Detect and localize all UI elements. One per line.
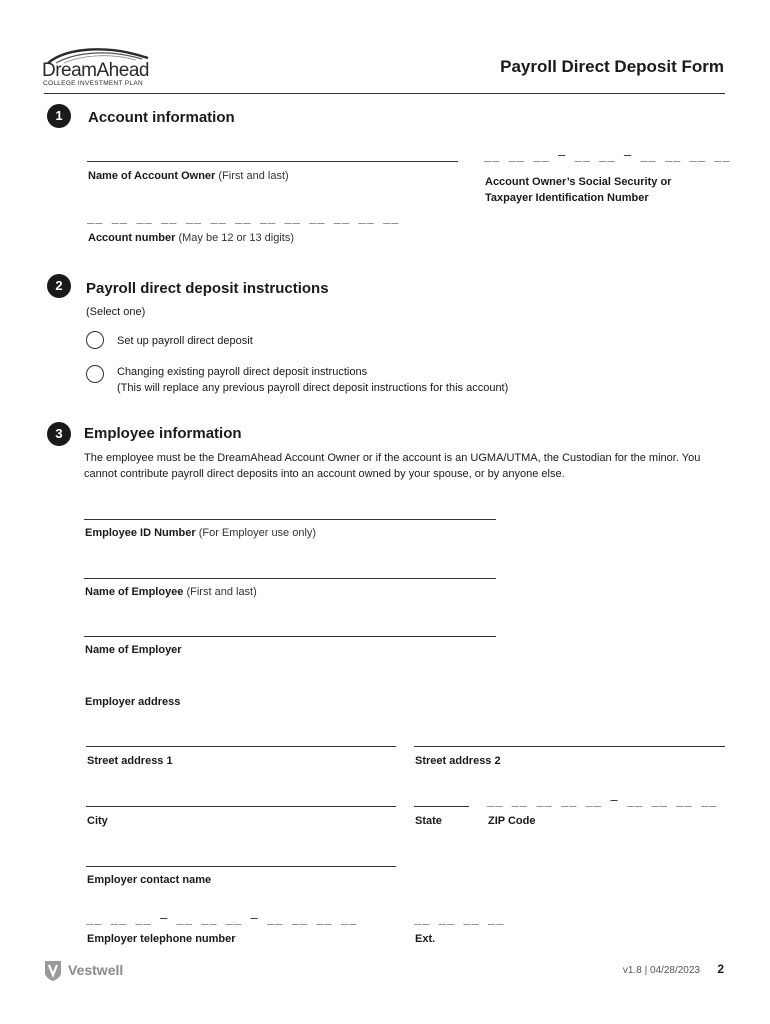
employee-name-label: Name of Employee (First and last) (85, 586, 257, 598)
form-version: v1.8 | 04/28/2023 (622, 965, 700, 976)
section-1-badge: 1 (47, 104, 71, 128)
street-address-1-label: Street address 1 (87, 755, 173, 767)
employee-name-field[interactable] (84, 578, 496, 579)
employer-name-label: Name of Employer (85, 644, 182, 656)
employer-phone-field[interactable]: __ __ __ ‒ __ __ __ ‒ __ __ __ __ (86, 911, 358, 925)
change-deposit-radio[interactable] (86, 365, 104, 383)
employee-id-label: Employee ID Number (For Employer use only) (85, 527, 317, 539)
ssn-label: Account Owner’s Social Security or Taxpayer Identification Number (485, 176, 672, 204)
zip-code-label: ZIP Code (488, 815, 536, 827)
select-one-hint: (Select one) (86, 306, 146, 318)
logo-subtitle: COLLEGE INVESTMENT PLAN (43, 80, 143, 87)
section-1-title: Account information (88, 109, 235, 126)
employee-intro-paragraph: The employee must be the DreamAhead Account Owner or if the account is an UGMA/UTMA, the Custodian for the minor. You cannot contribute payroll direct deposits into an account owned by your spouse, or by anyone else. (84, 452, 701, 480)
header-divider (44, 93, 725, 94)
dreamahead-logo (42, 46, 152, 88)
employer-contact-field[interactable] (86, 866, 396, 867)
state-field[interactable] (414, 806, 469, 807)
phone-ext-label: Ext. (415, 933, 436, 945)
section-3-badge: 3 (47, 422, 71, 446)
city-label: City (87, 815, 108, 827)
employer-address-heading: Employer address (85, 696, 181, 708)
section-2-title: Payroll direct deposit instructions (86, 280, 329, 297)
state-label: State (415, 815, 442, 827)
street-address-2-label: Street address 2 (415, 755, 501, 767)
change-deposit-label: Changing existing payroll direct deposit instructions (117, 366, 368, 378)
form-title: Payroll Direct Deposit Form (500, 57, 724, 76)
change-deposit-note: (This will replace any previous payroll direct deposit instructions for this account) (117, 382, 509, 394)
page-number: 2 (717, 962, 724, 976)
account-number-field[interactable]: __ __ __ __ __ __ __ __ __ __ __ __ __ (87, 210, 400, 224)
account-number-label: Account number (May be 12 or 13 digits) (88, 232, 295, 244)
employer-name-field[interactable] (84, 636, 496, 637)
ssn-field[interactable]: __ __ __ ‒ __ __ ‒ __ __ __ __ (484, 148, 731, 162)
employee-id-field[interactable] (84, 519, 496, 520)
section-3-title: Employee information (84, 425, 242, 442)
setup-deposit-radio[interactable] (86, 331, 104, 349)
vestwell-wordmark: Vestwell (68, 962, 124, 978)
city-field[interactable] (86, 806, 396, 807)
employer-phone-label: Employer telephone number (87, 933, 236, 945)
street-address-2-field[interactable] (414, 746, 725, 747)
account-owner-name-field[interactable] (87, 161, 458, 162)
zip-code-field[interactable]: __ __ __ __ __ ‒ __ __ __ __ (487, 793, 718, 807)
employer-contact-label: Employer contact name (87, 874, 212, 886)
section-2-badge: 2 (47, 274, 71, 298)
logo-wordmark: DreamAhead (42, 60, 149, 81)
setup-deposit-label: Set up payroll direct deposit (117, 335, 253, 347)
vestwell-shield-icon (44, 960, 62, 982)
account-owner-name-label: Name of Account Owner (First and last) (88, 170, 289, 182)
phone-ext-field[interactable]: __ __ __ __ (414, 911, 505, 925)
street-address-1-field[interactable] (86, 746, 396, 747)
